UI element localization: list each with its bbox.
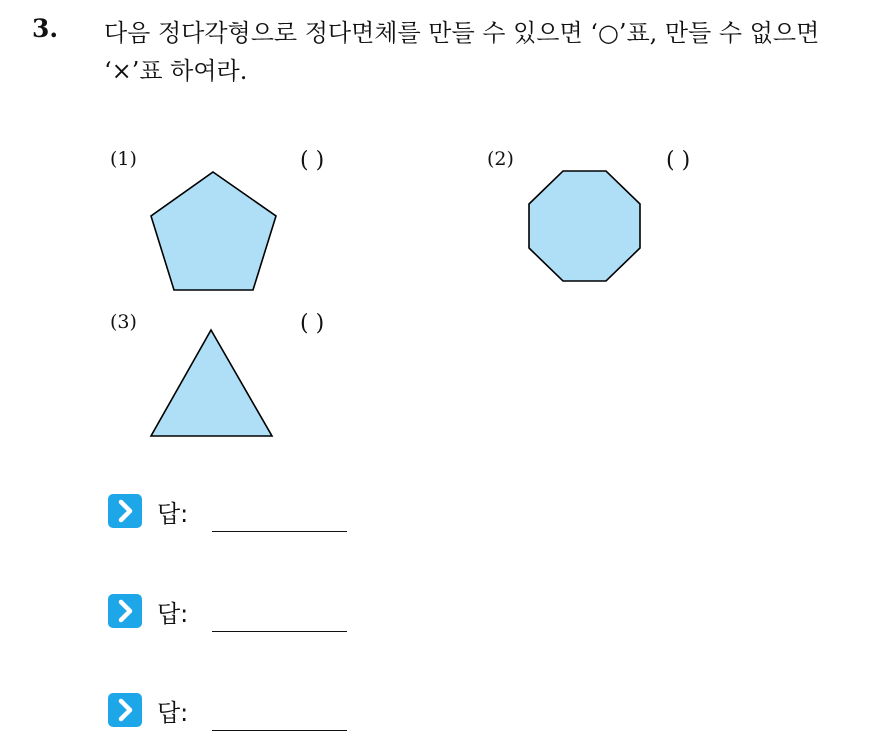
question-text: 다음 정다각형으로 정다면체를 만들 수 있으면 ‘○’표, 만들 수 없으면 ‘×’표 하여라.: [104, 19, 820, 85]
answer-paren-2[interactable]: ( ): [666, 148, 691, 173]
answer-paren-3[interactable]: ( ): [300, 311, 325, 336]
answer-row-2: [108, 594, 368, 634]
octagon: [529, 171, 640, 281]
answer-blank[interactable]: [212, 531, 347, 532]
answer-paren-1[interactable]: ( ): [300, 148, 325, 173]
answer-label: 답:: [157, 699, 189, 727]
octagon-shape: [518, 160, 654, 290]
question-number: 3.: [32, 14, 59, 43]
answer-row-3: [108, 693, 368, 733]
pentagon-shape: [140, 160, 290, 300]
shape-label-2: (2): [487, 148, 514, 170]
answer-blank[interactable]: [212, 631, 347, 632]
triangle: [151, 330, 272, 436]
shape-label-3: (3): [110, 311, 137, 333]
shape-label-1: (1): [110, 148, 137, 170]
answer-blank[interactable]: [212, 730, 347, 731]
answer-label: 답:: [157, 500, 189, 528]
chevron-right-icon: [108, 594, 142, 628]
chevron-right-icon: [108, 693, 142, 727]
answer-label: 답:: [157, 600, 189, 628]
triangle-shape: [140, 320, 285, 445]
pentagon: [151, 172, 276, 290]
answer-row-1: [108, 494, 368, 534]
chevron-right-icon: [108, 494, 142, 528]
